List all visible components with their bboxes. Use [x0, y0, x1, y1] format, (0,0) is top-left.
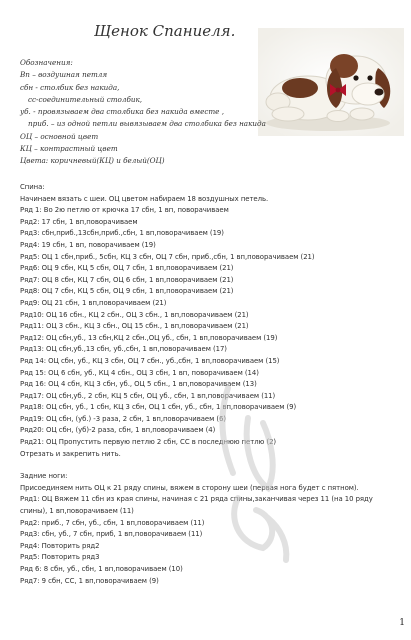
page-title: Щенок Спаниеля. — [94, 22, 236, 40]
instruction-line: Ряд7: 9 сбн, СС, 1 вп,поворачиваем (9) — [20, 576, 159, 585]
instruction-line: Начинаем вязать с шеи. ОЦ цветом набираем 18 воздушных петель. — [20, 194, 269, 203]
legend-line: ОЦ – основной цвет — [20, 131, 99, 141]
legend-line: Цвета: коричневый(КЦ) и белый(ОЦ) — [20, 156, 165, 166]
pattern-instructions — [20, 182, 400, 587]
instruction-line: Присоединяем нить ОЦ к 21 ряду спины, вяжем в сторону шеи (первая нога будет с пятном). — [20, 483, 359, 492]
instruction-line: Ряд13: ОЦ сбн,уб.,13 сбн, уб.,сбн, 1 вп,поворачиваем (17) — [20, 345, 227, 354]
instruction-line: Ряд 1: Во 2ю петлю от крючка 17 сбн, 1 вп, поворачиваем — [20, 206, 229, 215]
section-heading: Задние ноги: — [20, 472, 68, 481]
instruction-line: Ряд11: ОЦ 3 сбн., КЦ 3 сбн., ОЦ 15 сбн., 1 вп,поворачиваем (21) — [20, 322, 249, 331]
instruction-line: Ряд8: ОЦ 7 сбн, КЦ 5 сбн, ОЦ 9 сбн, 1 вп,поворачиваем (21) — [20, 287, 234, 296]
instruction-line: Ряд10: ОЦ 16 сбн., КЦ 2 сбн., ОЦ 3 сбн., 1 вп,поворачиваем (21) — [20, 310, 249, 319]
instruction-line: Ряд20: ОЦ сбн, (уб)-2 раза, сбн, 1 вп,поворачиваем (4) — [20, 426, 216, 435]
section-heading: Спина: — [20, 183, 45, 191]
instruction-line: Ряд9: ОЦ 21 сбн, 1 вп,поворачиваем (21) — [20, 298, 167, 307]
instruction-line: Ряд17: ОЦ сбн,уб., 2 сбн, КЦ 5 сбн, ОЦ уб., сбн, 1 вп,поворачиваем (11) — [20, 391, 276, 400]
legend-line: Вп – воздушная петля — [20, 70, 108, 80]
instruction-line: Ряд4: 19 сбн, 1 вп, поворачиваем (19) — [20, 240, 156, 249]
instruction-line: спины), 1 вп,поворачиваем (11) — [20, 507, 134, 516]
instruction-line: Ряд 14: ОЦ сбн, уб., КЦ 3 сбн, ОЦ 7 сбн., уб.,сбн, 1 вп,поворачиваем (15) — [20, 356, 280, 365]
instruction-line: Ряд 16: ОЦ 4 сбн, КЦ 3 сбн, уб., ОЦ 5 сбн., 1 вп,поворачиваем (13) — [20, 380, 257, 389]
instruction-line: Ряд19: ОЦ сбн, (уб.) -3 раза, 2 сбн, 1 вп,поворачиваем (6) — [20, 414, 226, 423]
instruction-line: Ряд 6: 8 сбн, уб., сбн, 1 вп,поворачиваем (10) — [20, 565, 183, 573]
instruction-line: Ряд5: ОЦ 1 сбн,приб., 5сбн, КЦ 3 сбн, ОЦ 7 сбн, приб.,сбн, 1 вп,поворачиваем (21) — [20, 252, 315, 261]
page-number: 1 — [399, 618, 405, 628]
instruction-line: Ряд2: приб., 7 сбн, уб., сбн, 1 вп,поворачиваем (11) — [20, 518, 205, 527]
instruction-line: Ряд3: сбн,приб.,13сбн,приб.,сбн, 1 вп,поворачиваем (19) — [20, 229, 224, 238]
legend-line: Обозначения: — [20, 58, 73, 67]
instruction-line: Ряд 15: ОЦ 6 сбн, уб., КЦ 4 сбн., ОЦ 3 сбн, 1 вп, поворачиваем (14) — [20, 368, 259, 377]
section-gap — [20, 460, 400, 471]
instruction-line: Ряд5: Повторить ряд3 — [20, 553, 100, 562]
instruction-line: Ряд7: ОЦ 8 сбн, КЦ 7 сбн, ОЦ 6 сбн, 1 вп,поворачиваем (21) — [20, 275, 234, 284]
instruction-line: Ряд21: ОЦ Пропустить первую петлю 2 сбн, СС в последнюю петлю (2) — [20, 438, 277, 447]
legend-block — [20, 57, 280, 168]
instruction-line: Ряд18: ОЦ сбн, уб., 1 сбн, КЦ 3 сбн, ОЦ 1 сбн, уб., сбн, 1 вп,поворачиваем (9) — [20, 403, 297, 412]
legend-line: приб. – из одной петли вывязываем два столбика без накида — [28, 119, 266, 129]
instruction-line: Ряд1: ОЦ Вяжем 11 сбн из края спины, начиная с 21 ряда спины,заканчивая через 11 (на 10 ряду — [20, 495, 373, 504]
instruction-line: Ряд6: ОЦ 9 сбн, КЦ 5 сбн, ОЦ 7 сбн, 1 вп,поворачиваем (21) — [20, 264, 234, 273]
legend-line: КЦ – контрастный цвет — [20, 144, 118, 154]
legend-line: сс-соединительный столбик, — [28, 94, 143, 104]
legend-line: сбн - столбик без накида, — [20, 82, 120, 92]
instruction-line: Ряд3: сбн, уб., 7 сбн, приб, 1 вп,поворачиваем (11) — [20, 530, 203, 539]
legend-line: уб. - провязываем два столбика без накида вместе , — [20, 107, 224, 117]
instruction-line: Ряд12: ОЦ сбн,уб., 13 сбн,КЦ 2 сбн.,ОЦ уб., сбн, 1 вп,поворачиваем (19) — [20, 333, 278, 342]
instruction-line: Ряд4: Повторить ряд2 — [20, 541, 100, 550]
instruction-line: Ряд2: 17 сбн, 1 вп,поворачиваем — [20, 217, 138, 226]
instruction-line: Отрезать и закрепить нить. — [20, 449, 121, 458]
